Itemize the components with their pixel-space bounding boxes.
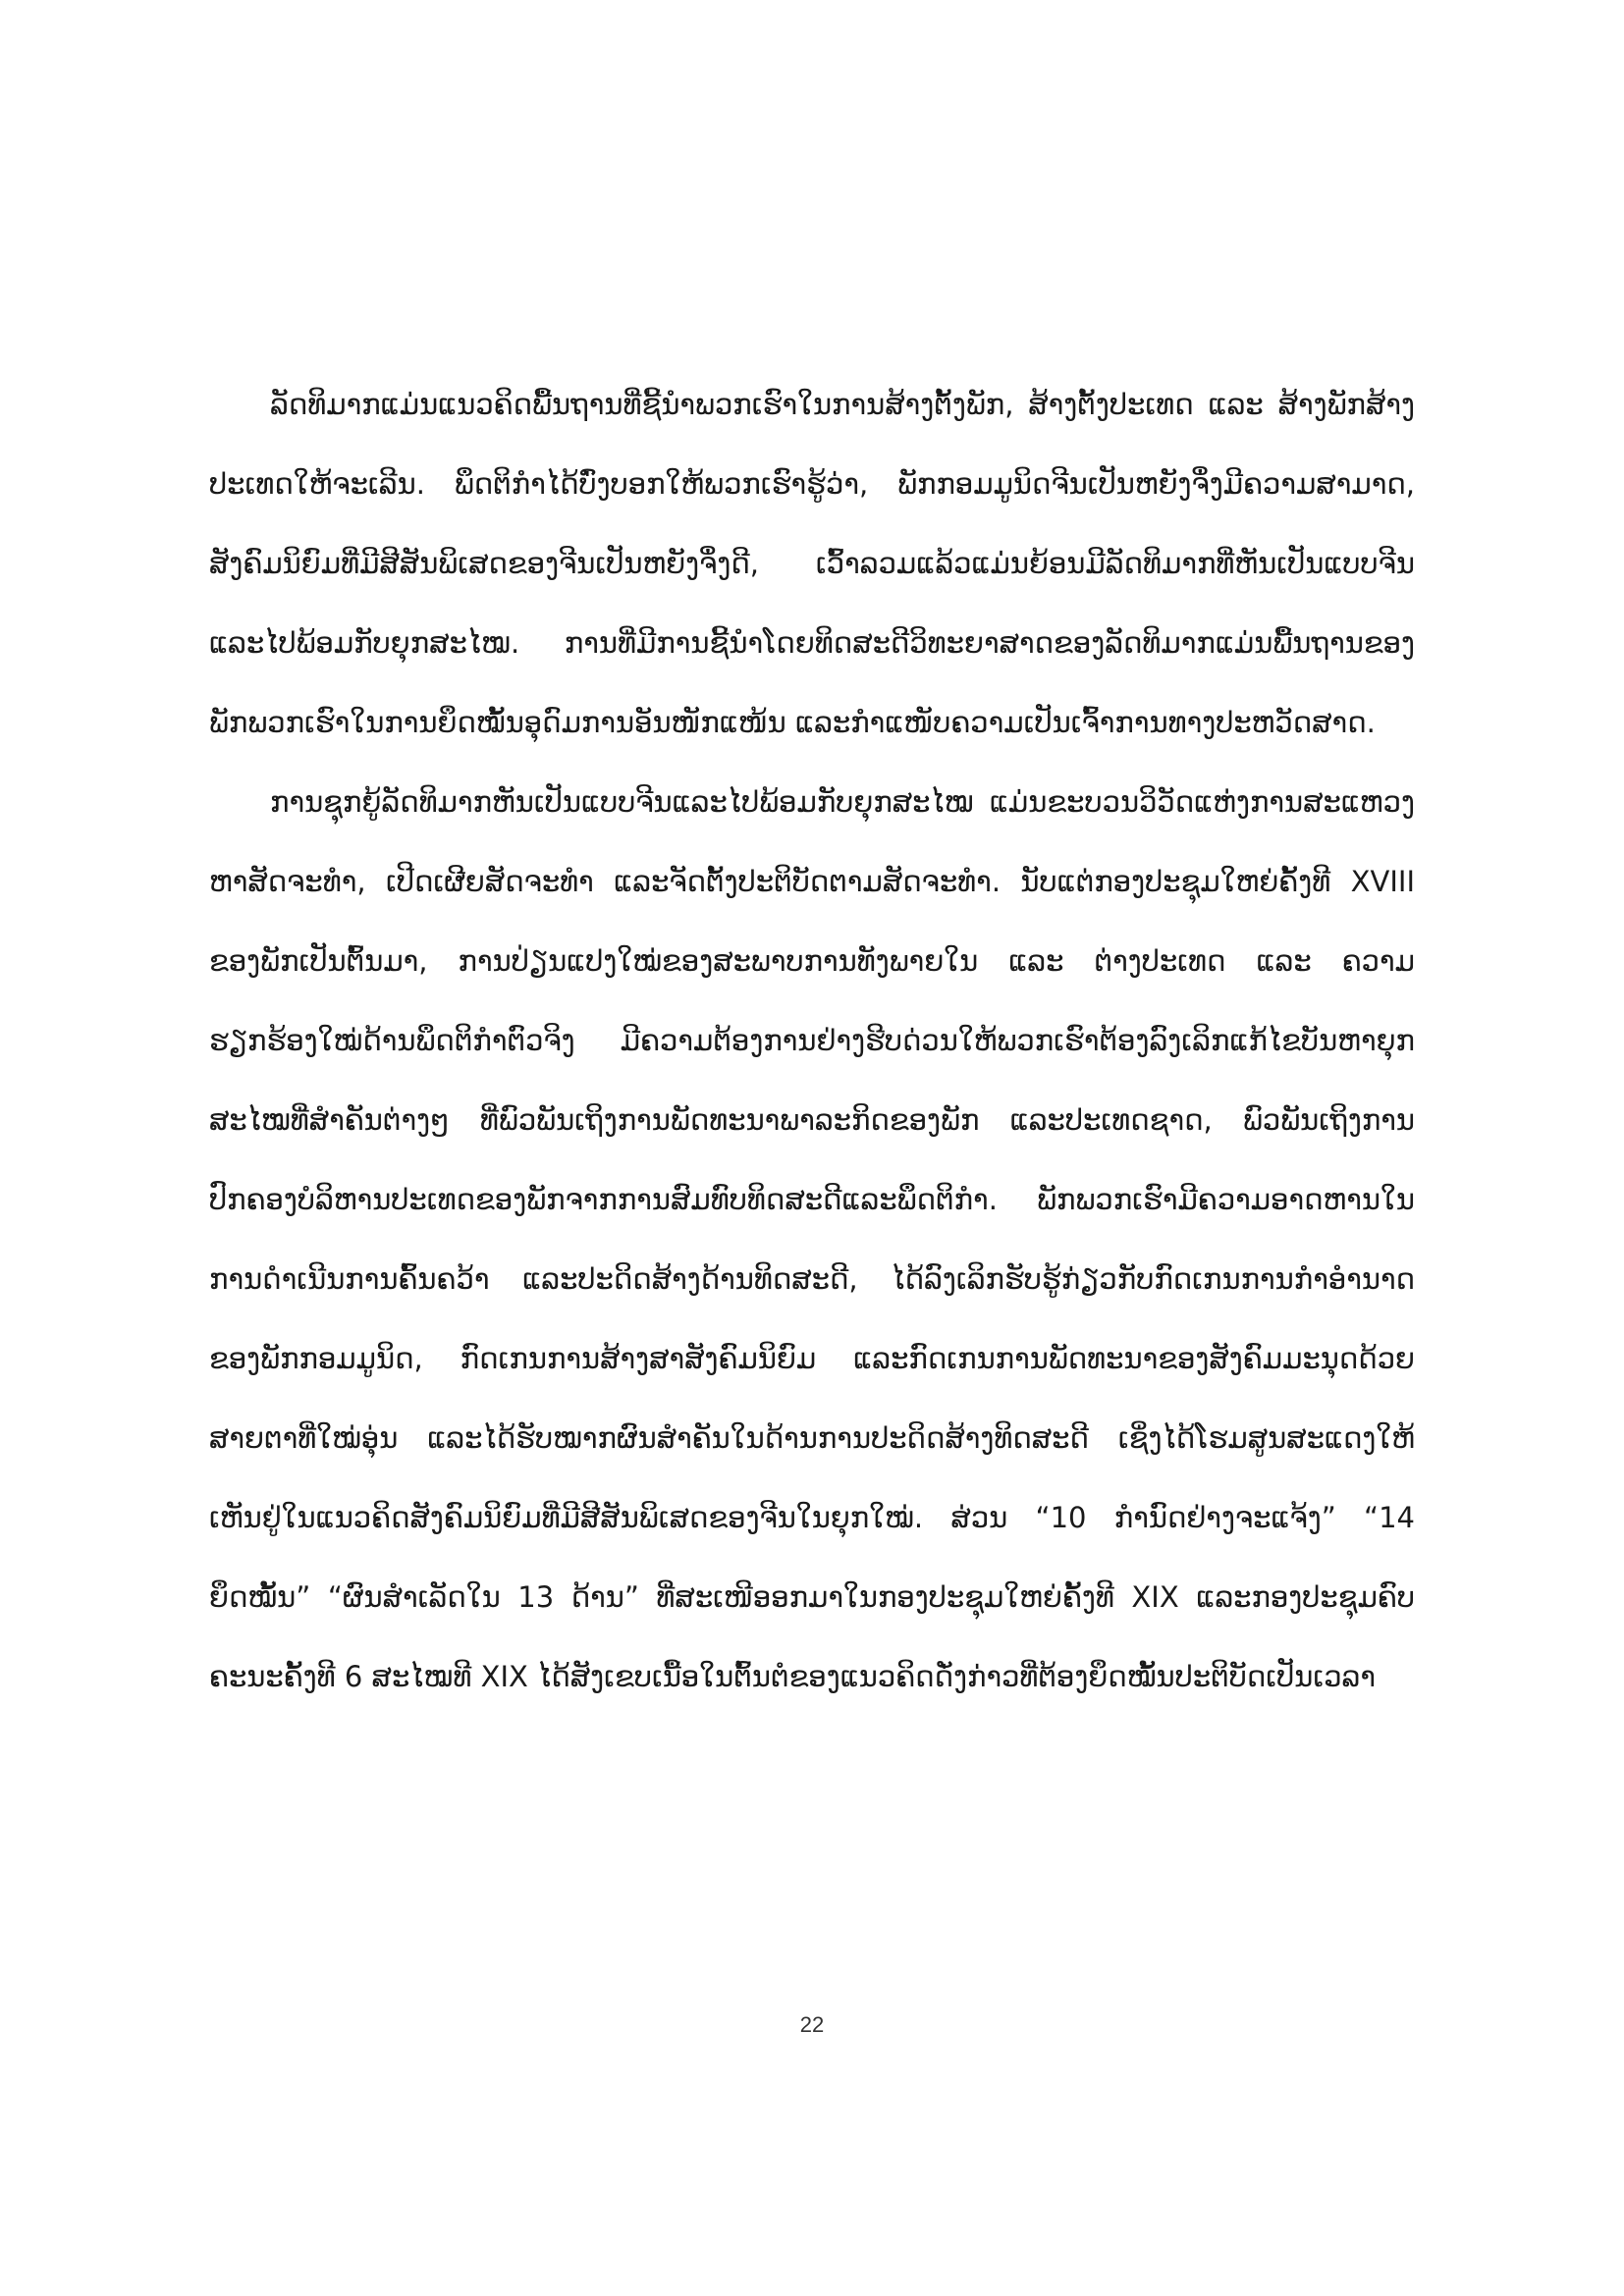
page-number: 22	[799, 2012, 825, 2037]
paragraph-2: ການຊຸກຍູ້ລັດທິມາກຫັນເປັນແບບຈີນແລະໄປພ້ອມກັບຍຸກສະໄໝ ແມ່ນຂະບວນວິວັດແຫ່ງການສະແຫວງຫາສັດຈະທຳ, ເປີດເຜີຍສັດຈະທຳ ແລະຈັດຕັ້ງປະຕິບັດຕາມສັດຈະທຳ. ນັບແຕ່ກອງປະຊຸມໃຫຍ່ຄັ້ງທີ XVIII ຂອງພັກເປັນຕົ້ນມາ, ການປ່ຽນແປງໃໝ່ຂອງສະພາບການທັງພາຍໃນ ແລະ ຕ່າງປະເທດ ແລະ ຄວາມຮຽກຮ້ອງໃໝ່ດ້ານພຶດຕິກຳຕົວຈິງ ມີຄວາມຕ້ອງການຢ່າງຮີບດ່ວນໃຫ້ພວກເຮົາຕ້ອງລົງເລິກແກ້ໄຂບັນຫາຍຸກສະໄໝທີ່ສຳຄັນຕ່າງໆ ທີ່ພົວພັນເຖິງການພັດທະນາພາລະກິດຂອງພັກ ແລະປະເທດຊາດ, ພົວພັນເຖິງການປົກຄອງບໍລິຫານປະເທດຂອງພັກຈາກການສົມທົບທິດສະດີແລະພຶດຕິກຳ. ພັກພວກເຮົາມີຄວາມອາດຫານໃນການດຳເນີນການຄົ້ນຄວ້າ ແລະປະດິດສ້າງດ້ານທິດສະດີ, ໄດ້ລົງເລິກຮັບຮູ້ກ່ຽວກັບກົດເກນການກຳອຳນາດຂອງພັກກອມມູນິດ, ກົດເກນການສ້າງສາສັງຄົມນິຍົມ ແລະກົດເກນການພັດທະນາຂອງສັງຄົມມະນຸດດ້ວຍສາຍຕາທີ່ໃໝ່ອຸ່ນ ແລະໄດ້ຮັບໝາກຜົນສຳຄັນໃນດ້ານການປະດິດສ້າງທິດສະດີ ເຊິ່ງໄດ້ໂຮມສູນສະແດງໃຫ້ເຫັນຢູ່ໃນແນວຄິດສັງຄົມນິຍົມທີ່ມີສີສັນພິເສດຂອງຈີນໃນຍຸກໃໝ່. ສ່ວນ “10 ກຳນົດຢ່າງຈະແຈ້ງ” “14 ຍຶດໝັ້ນ” “ຜົນສຳເລັດໃນ 13 ດ້ານ” ທີ່ສະເໜີອອກມາໃນກອງປະຊຸມໃຫຍ່ຄັ້ງທີ XIX ແລະກອງປະຊຸມຄົບຄະນະຄັ້ງທີ 6 ສະໄໝທີ XIX ໄດ້ສັງເຂບເນື້ອໃນຕົ້ນຕໍຂອງແນວຄິດດັ່ງກ່າວທີ່ຕ້ອງຍຶດໝັ້ນປະຕິບັດເປັນເວລາ	[209, 785, 1415, 1693]
paragraph-1: ລັດທິມາກແມ່ນແນວຄິດພື້ນຖານທີ່ຊີ້ນຳພວກເຮົາໃນການສ້າງຕັ້ງພັກ, ສ້າງຕັ້ງປະເທດ ແລະ ສ້າງພັກສ້າງປະເທດໃຫ້ຈະເລີນ. ພຶດຕິກຳໄດ້ບົ່ງບອກໃຫ້ພວກເຮົາຮູ້ວ່າ, ພັກກອມມູນິດຈີນເປັນຫຍັງຈຶ່ງມີຄວາມສາມາດ, ສັງຄົມນິຍົມທີ່ມີສີສັນພິເສດຂອງຈີນເປັນຫຍັງຈຶ່ງດີ, ເວົ້າລວມແລ້ວແມ່ນຍ້ອນມີລັດທິມາກທີ່ຫັນເປັນແບບຈີນແລະໄປພ້ອມກັບຍຸກສະໄໝ. ການທີ່ມີການຊີ້ນຳໂດຍທິດສະດີວິທະຍາສາດຂອງລັດທິມາກແມ່ນພື້ນຖານຂອງພັກພວກເຮົາໃນການຍຶດໝັ້ນອຸດົມການອັນໜັກແໜ້ນ ແລະກຳແໜັບຄວາມເປັນເຈົ້າການທາງປະຫວັດສາດ.	[209, 388, 1415, 739]
document-body	[209, 365, 1415, 1717]
